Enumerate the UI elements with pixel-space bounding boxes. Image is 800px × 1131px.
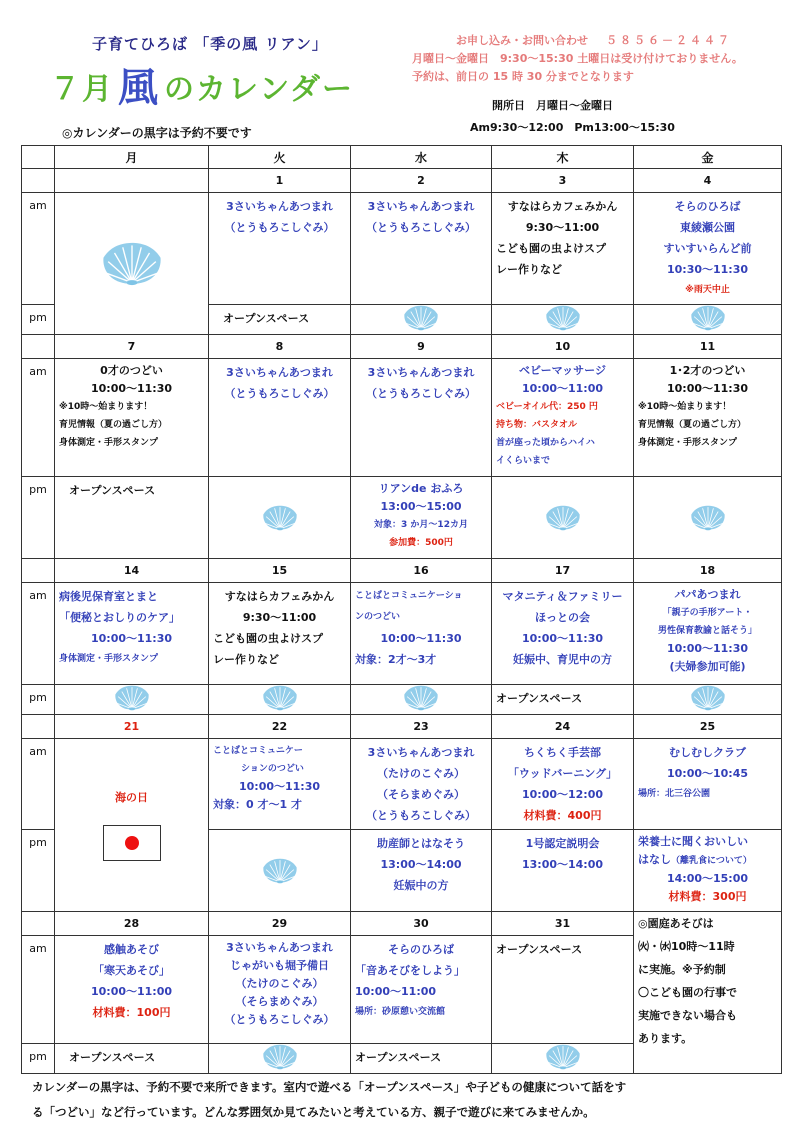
event-title: ちくちく手芸部: [524, 746, 601, 759]
date-cell: 1: [209, 169, 351, 193]
event-desc: 育児情報（夏の過ごし方）: [59, 420, 168, 430]
date-cell: 17: [492, 559, 634, 583]
date-cell: 28: [55, 912, 209, 936]
footer-line: カレンダーの黒字は、予約不要で来所できます。室内で遊べる「オープンスペース」や子どもの健康について話をす: [32, 1080, 627, 1094]
event-cell: [351, 583, 492, 685]
pm-label: pm: [22, 685, 55, 715]
event-group: （そらまめぐみ）: [235, 995, 324, 1008]
shell-icon: [55, 685, 208, 711]
event-desc: こども園の虫よけスプ: [213, 632, 323, 645]
event-cell: [634, 193, 782, 305]
event-fee: 材料費：400円: [523, 809, 602, 822]
date-cell: 15: [209, 559, 351, 583]
event-cell: [209, 685, 351, 715]
event-cell: [55, 193, 209, 335]
event-cell: [351, 193, 492, 305]
event-desc: イくらいまで: [496, 456, 551, 466]
event-place: 東綾瀬公園: [680, 221, 735, 234]
shell-icon: [55, 241, 208, 287]
pm-label: pm: [22, 305, 55, 335]
date-cell: 16: [351, 559, 492, 583]
note-line: ◎園庭あそびは: [638, 917, 714, 930]
am-label: am: [22, 583, 55, 685]
shell-icon: [209, 858, 350, 884]
reservation-note: ◎カレンダーの黒字は予約不要です: [62, 126, 252, 140]
weekday-fri: 金: [634, 146, 782, 169]
note-line: あります。: [638, 1032, 693, 1045]
weekday-thu: 木: [492, 146, 634, 169]
am-label: am: [22, 193, 55, 305]
date-cell: [55, 169, 209, 193]
event-title: 3さいちゃんあつまれ: [226, 366, 333, 379]
event-cell: [351, 830, 492, 912]
event-subtitle: じゃがいも堀予備日: [230, 959, 329, 972]
event-title: 1号認定説明会: [525, 837, 600, 850]
shell-icon: [492, 305, 633, 331]
event-title: 3さいちゃんあつまれ: [367, 366, 475, 379]
open-times: Am9:30～12:00 Pm13:00～15:30: [470, 121, 675, 134]
weekday-mon: 月: [55, 146, 209, 169]
title-rest: のカレンダー: [164, 72, 355, 107]
event-note: ※10時～始まります！: [638, 402, 732, 412]
contact-info: [412, 32, 798, 86]
calendar-table: [21, 145, 782, 1074]
pm-label: pm: [22, 477, 55, 559]
event-cell: [351, 739, 492, 830]
event-time: 9:30～11:00: [242, 611, 317, 624]
week1-am: [22, 193, 782, 305]
event-desc: 首が座った頃からハイハ: [496, 438, 595, 448]
event-title: 3さいちゃんあつまれ: [367, 200, 475, 213]
event-cell: [209, 359, 351, 477]
event-title: すなはらカフェみかん: [507, 200, 618, 213]
date-cell: 30: [351, 912, 492, 936]
event-title: 病後児保育室とまと: [59, 590, 158, 603]
event-target: 対象：3 か月～12カ月: [374, 520, 468, 530]
event-desc: 身体測定・手形スタンプ: [638, 438, 738, 448]
week5-dates: [22, 912, 782, 936]
event-time: 14:00～15:00: [666, 872, 749, 885]
event-cell: [634, 685, 782, 715]
date-cell-holiday: 21: [55, 715, 209, 739]
event-cell: [634, 830, 782, 912]
event-cell: [55, 359, 209, 477]
page-title: [50, 64, 355, 111]
event-bring: 持ち物：バスタオル: [496, 420, 578, 430]
date-cell: 23: [351, 715, 492, 739]
date-cell: 9: [351, 335, 492, 359]
event-cell: [492, 739, 634, 830]
weekday-tue: 火: [209, 146, 351, 169]
event-subtitle: 「音あそびをしよう」: [355, 964, 465, 977]
opening-hours: [470, 95, 675, 139]
event-title: 1･2才のつどい: [669, 364, 746, 377]
shell-icon: [209, 505, 350, 531]
event-time: 10:00～12:00: [521, 788, 604, 801]
shell-icon: [492, 1044, 633, 1070]
event-time: 9:30～11:00: [525, 221, 600, 234]
event-place: 場所：北三谷公園: [638, 789, 711, 799]
event-desc: レー作りなど: [496, 263, 562, 276]
event-cell: [55, 685, 209, 715]
week3-am: [22, 583, 782, 685]
event-cell: オープンスペース: [55, 477, 209, 559]
shell-icon: [492, 505, 633, 531]
pm-label: pm: [22, 830, 55, 912]
event-note: ※10時～始まります！: [59, 402, 153, 412]
event-cell: オープンスペース: [55, 1044, 209, 1074]
event-group: （とうもろこしぐみ）: [366, 221, 476, 234]
event-time: 10:00～11:00: [355, 985, 437, 998]
event-time: 10:00～11:30: [380, 632, 462, 645]
date-cell: 10: [492, 335, 634, 359]
event-title: ションのつどい: [241, 764, 304, 774]
am-label: am: [22, 936, 55, 1044]
footer-text: [32, 1075, 772, 1125]
event-cell: [492, 1044, 634, 1074]
event-cell: [209, 936, 351, 1044]
week4-dates: [22, 715, 782, 739]
date-cell: 29: [209, 912, 351, 936]
date-cell: 22: [209, 715, 351, 739]
week1-dates: [22, 169, 782, 193]
event-desc: 育児情報（夏の過ごし方）: [638, 420, 747, 430]
date-cell: 11: [634, 335, 782, 359]
event-title: 3さいちゃんあつまれ: [226, 200, 333, 213]
event-time: 10:00～11:00: [90, 985, 173, 998]
event-desc: 身体測定・手形スタンプ: [59, 654, 159, 664]
holiday-name: 海の日: [115, 791, 148, 804]
event-group: （たけのこぐみ）: [377, 767, 465, 780]
date-cell: 14: [55, 559, 209, 583]
event-subtitle: 「便秘とおしりのケア」: [59, 611, 180, 624]
event-group: （とうもろこしぐみ）: [224, 221, 335, 234]
event-note: (夫婦参加可能): [669, 660, 746, 673]
garden-play-note: [634, 912, 782, 1074]
contact-tel: ５８５６－２４４７: [606, 34, 732, 47]
event-group: （たけのこぐみ）: [235, 977, 324, 990]
event-title: 3さいちゃんあつまれ: [226, 941, 333, 954]
contact-label: お申し込み・お問い合わせ: [456, 34, 588, 47]
weekday-wed: 水: [351, 146, 492, 169]
event-place: すいすいらんど前: [663, 242, 752, 255]
week3-pm: [22, 685, 782, 715]
note-line: 実施できない場合も: [638, 1009, 737, 1022]
note-line: 〇こども園の行事で: [638, 986, 737, 999]
event-group: （そらまめぐみ）: [377, 788, 465, 801]
date-cell: 18: [634, 559, 782, 583]
event-title: マタニティ＆ファミリー: [502, 590, 623, 603]
event-cell: [55, 936, 209, 1044]
event-cell: [492, 305, 634, 335]
event-cell: [209, 739, 351, 830]
event-title: ことばとコミュニケーショ: [355, 591, 463, 601]
title-month: ７月: [50, 72, 114, 107]
week2-am: [22, 359, 782, 477]
event-cell: [351, 359, 492, 477]
date-cell: 7: [55, 335, 209, 359]
japan-flag-icon: [103, 825, 161, 861]
event-time: 10:00～11:30: [666, 642, 749, 655]
weekday-header: [22, 146, 782, 169]
open-days: 開所日 月曜日～金曜日: [492, 99, 613, 112]
event-cell: オープンスペース: [351, 1044, 492, 1074]
event-cell: [209, 583, 351, 685]
event-cell: [492, 583, 634, 685]
event-desc: レー作りなど: [213, 653, 279, 666]
event-title: すなはらカフェみかん: [224, 590, 335, 603]
date-cell: 4: [634, 169, 782, 193]
event-cell: オープンスペース: [209, 305, 351, 335]
event-subtitle: （離乳食について）: [671, 856, 752, 866]
event-time: 10:00～11:00: [521, 382, 604, 395]
event-cell: [55, 583, 209, 685]
event-cell: [209, 1044, 351, 1074]
shell-icon: [634, 305, 781, 331]
event-title: ほっとの会: [535, 611, 590, 624]
event-group: （とうもろこしぐみ）: [366, 387, 476, 400]
event-subtitle: 「親子の手形アート・: [662, 608, 753, 618]
date-cell: 8: [209, 335, 351, 359]
event-time: 10:00～10:45: [666, 767, 749, 780]
event-cell: [634, 477, 782, 559]
event-time: 10:00～11:30: [666, 382, 749, 395]
event-group: （とうもろこしぐみ）: [224, 387, 335, 400]
event-title: 感触あそび: [104, 943, 159, 956]
event-target: 対象：2才～3才: [355, 653, 437, 666]
shell-icon: [634, 685, 781, 711]
event-fee: 参加費：500円: [389, 538, 453, 548]
event-subtitle: 「ウッドバーニング」: [507, 767, 618, 780]
date-cell: 3: [492, 169, 634, 193]
event-title: 栄養士に聞くおいしい: [638, 835, 748, 848]
event-cell: オープンスペース: [492, 936, 634, 1044]
event-time: 10:30～11:30: [666, 263, 749, 276]
event-cell: [492, 830, 634, 912]
event-time: 10:00～11:30: [90, 632, 173, 645]
event-title: そらのひろば: [674, 200, 741, 213]
organization-name: 子育てひろば 「季の風 リアン」: [92, 35, 328, 53]
event-group: （とうもろこしぐみ）: [224, 1013, 335, 1026]
event-cell: [351, 305, 492, 335]
event-cell: [634, 305, 782, 335]
date-cell: 24: [492, 715, 634, 739]
event-group: （とうもろこしぐみ）: [366, 809, 476, 822]
event-time: 10:00～11:30: [238, 780, 321, 793]
event-target: 妊娠中、育児中の方: [513, 653, 612, 666]
event-cell: [209, 830, 351, 912]
event-title: ベビーマッサージ: [519, 364, 606, 377]
shell-icon: [634, 505, 781, 531]
event-cell: [351, 477, 492, 559]
event-target: 対象：0 才～1 才: [213, 798, 302, 811]
event-cell: [492, 359, 634, 477]
event-cell: [634, 739, 782, 830]
event-title: はなし: [638, 853, 671, 866]
event-fee: ベビーオイル代：250 円: [496, 402, 598, 412]
shell-icon: [351, 305, 491, 331]
contact-hours: 月曜日～金曜日 9:30～15:30 土曜日は受け付けておりません。: [412, 52, 743, 65]
event-desc: こども園の虫よけスプ: [496, 242, 606, 255]
date-cell: 31: [492, 912, 634, 936]
date-cell: 25: [634, 715, 782, 739]
week4-am: [22, 739, 782, 830]
date-cell: 2: [351, 169, 492, 193]
event-cell: [634, 359, 782, 477]
shell-icon: [209, 1044, 350, 1070]
holiday-cell: [55, 739, 209, 912]
event-cell: [634, 583, 782, 685]
title-kaze: 風: [118, 65, 160, 111]
event-title: 助産師とはなそう: [377, 837, 465, 850]
week3-dates: [22, 559, 782, 583]
event-title: ことばとコミュニケー: [213, 746, 303, 756]
footer-line: る「つどい」など行っています。どんな雰囲気か見てみたいと考えている方、親子で遊びに来てみませんか。: [32, 1105, 595, 1119]
event-time: 10:00～11:30: [521, 632, 604, 645]
event-title: そらのひろば: [388, 943, 454, 956]
event-cell: オープンスペース: [492, 685, 634, 715]
pm-label: pm: [22, 1044, 55, 1074]
note-line: に実施。※予約制: [638, 963, 726, 976]
week2-pm: [22, 477, 782, 559]
event-cell: [209, 193, 351, 305]
am-label: am: [22, 359, 55, 477]
event-cell: [492, 193, 634, 305]
note-line: ㈫・㈬10時～11時: [638, 940, 735, 953]
event-title: ンのつどい: [355, 612, 401, 622]
event-title: パパあつまれ: [674, 588, 741, 601]
event-subtitle: 「寒天あそび」: [93, 964, 170, 977]
event-time: 13:00～14:00: [380, 858, 462, 871]
event-target: 妊娠中の方: [393, 879, 449, 892]
event-cell: [492, 477, 634, 559]
event-cell: [351, 685, 492, 715]
event-desc: 身体測定・手形スタンプ: [59, 438, 159, 448]
event-time: 13:00～14:00: [521, 858, 604, 871]
event-fee: 材料費：100円: [92, 1006, 171, 1019]
event-title: 0才のつどい: [100, 364, 163, 377]
event-title: むしむしクラブ: [669, 746, 746, 759]
week2-dates: [22, 335, 782, 359]
event-cell: [351, 936, 492, 1044]
event-cell: [209, 477, 351, 559]
shell-icon: [351, 685, 491, 711]
am-label: am: [22, 739, 55, 830]
event-title: リアンde おふろ: [378, 482, 464, 495]
event-place: 場所：砂原憩い交流館: [355, 1007, 446, 1017]
event-title: 3さいちゃんあつまれ: [367, 746, 475, 759]
shell-icon: [209, 685, 350, 711]
event-time: 13:00～15:00: [380, 500, 462, 513]
event-subtitle: 男性保育教諭と話そう」: [657, 626, 757, 636]
event-time: 10:00～11:30: [90, 382, 173, 395]
contact-deadline: 予約は、前日の 15 時 30 分までとなります: [412, 70, 634, 83]
event-fee: 材料費：300円: [668, 890, 747, 903]
event-note: ※雨天中止: [685, 285, 730, 295]
